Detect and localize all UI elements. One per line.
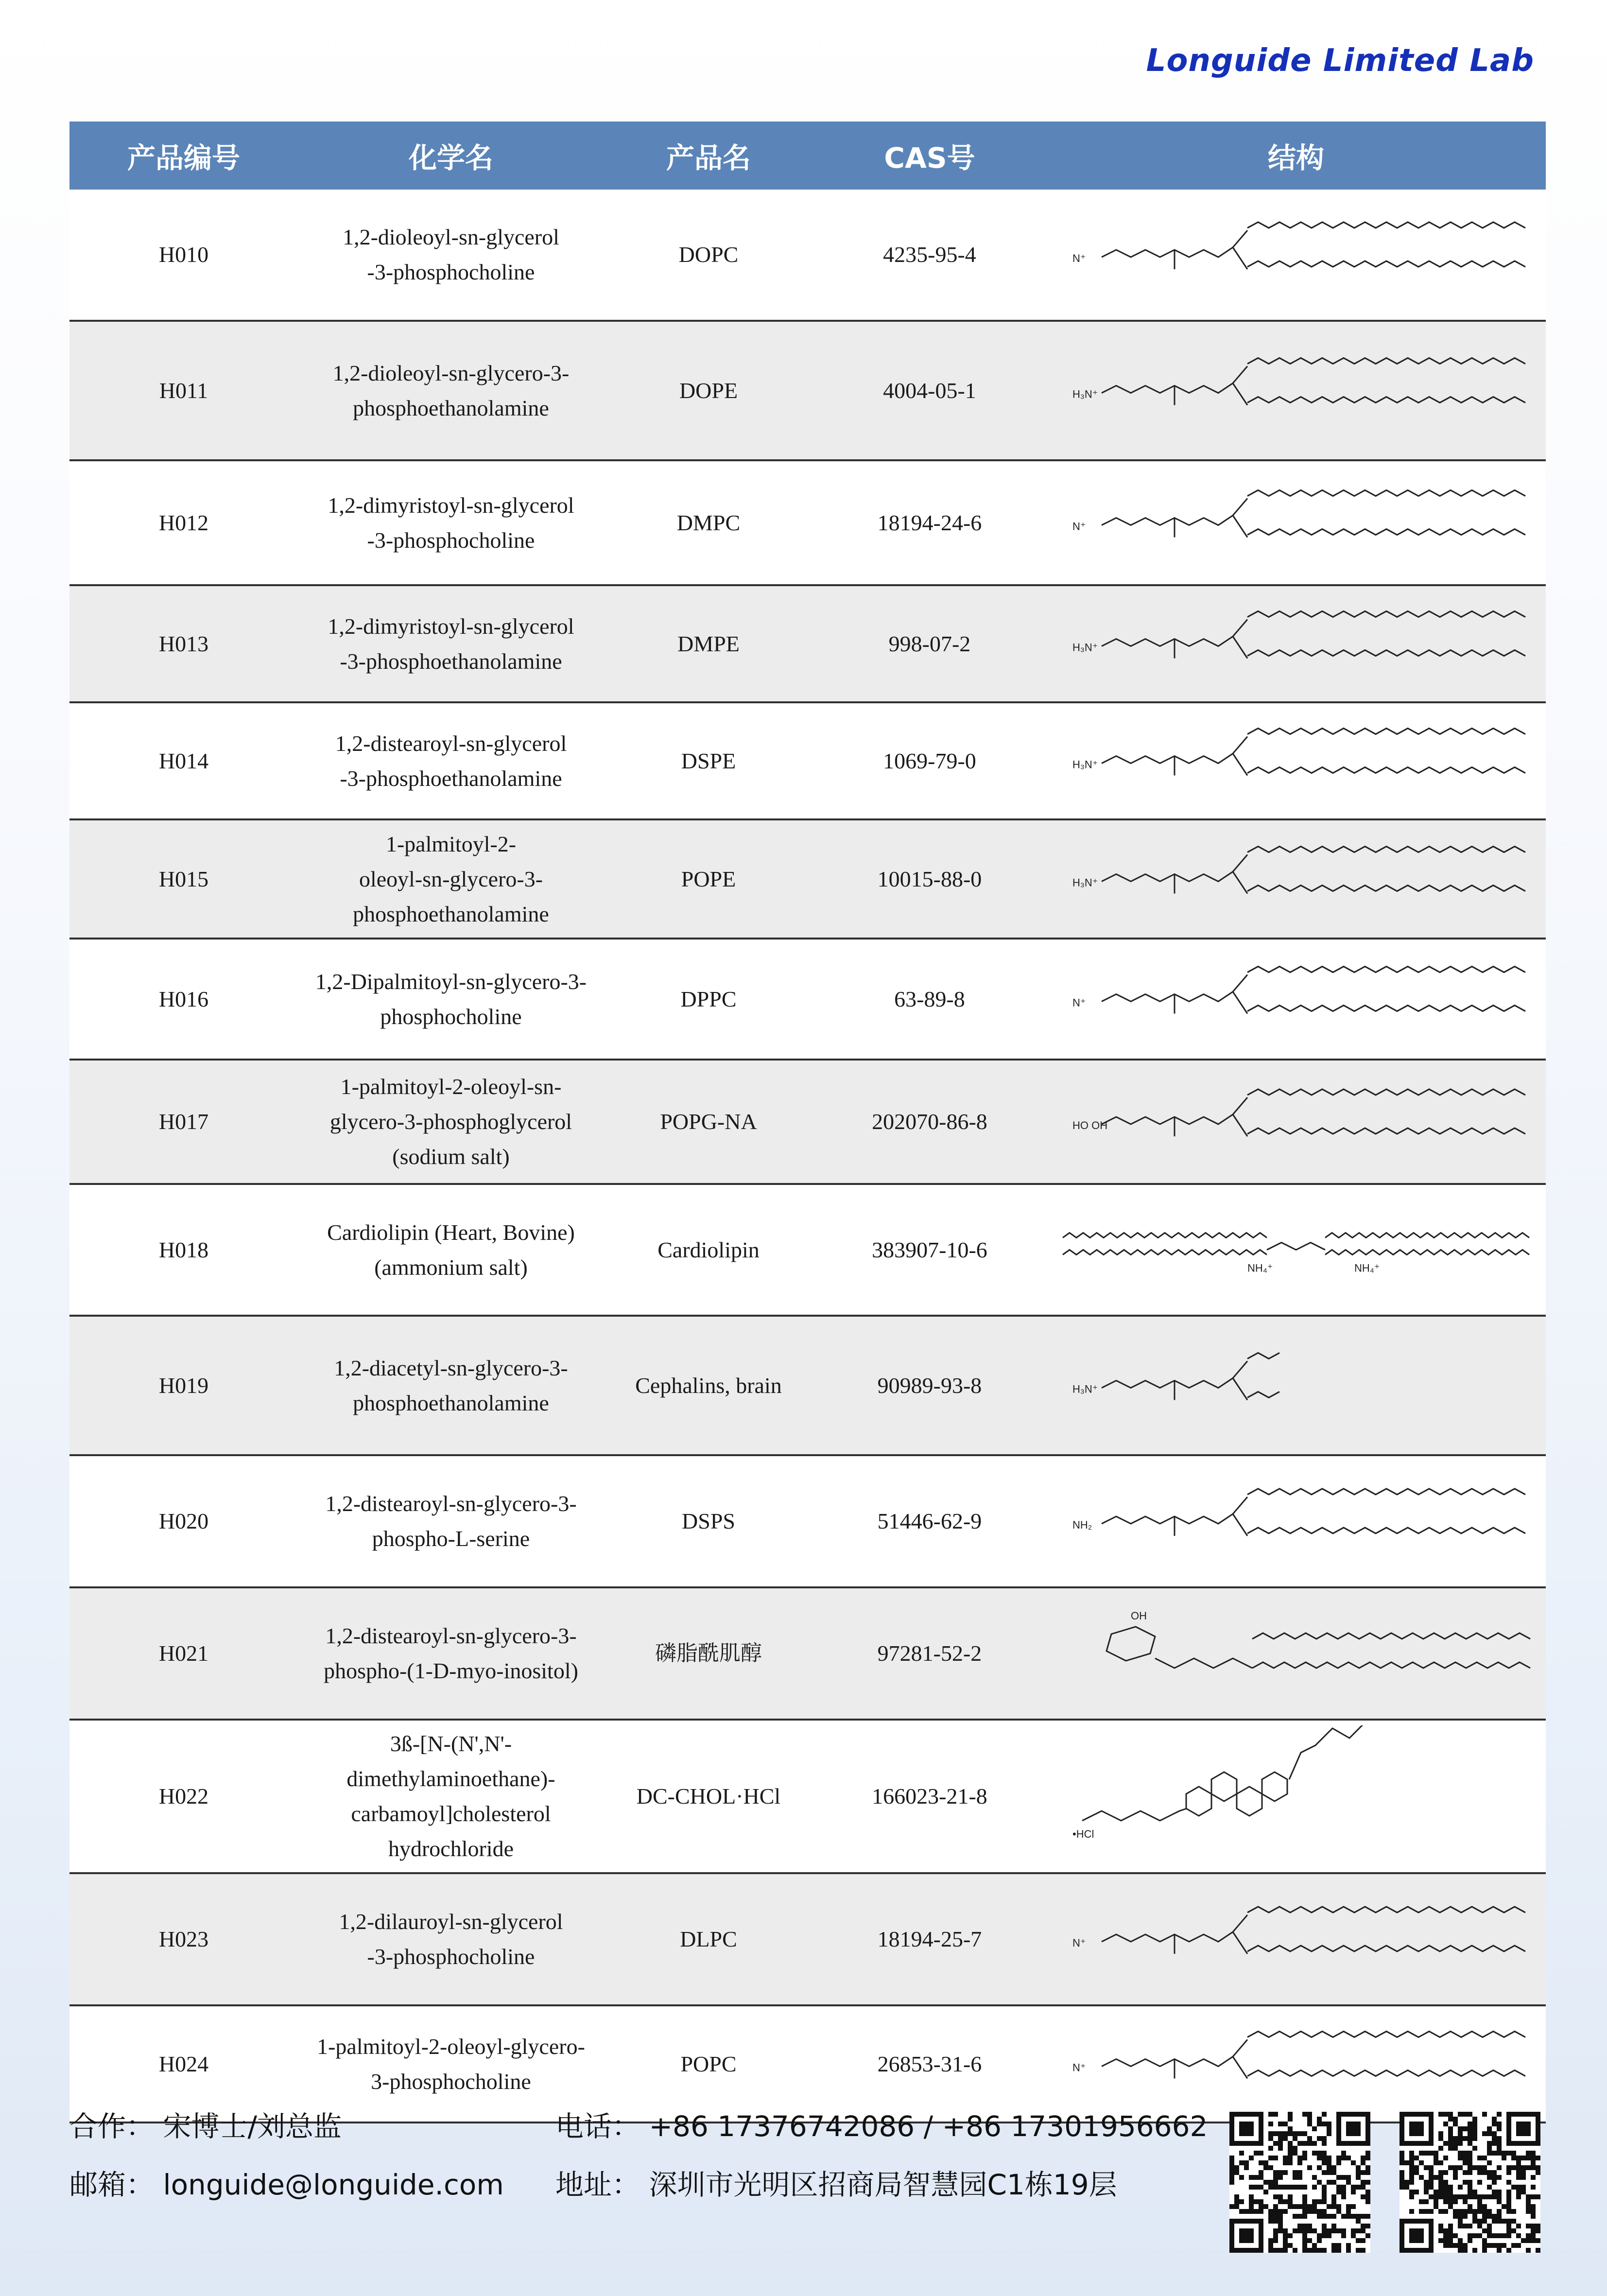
table-row	[69, 1317, 1546, 1456]
svg-text:NH₄⁺: NH₄⁺	[1354, 1262, 1380, 1274]
phone-value: +86 17376742086 / +86 17301956662	[649, 2110, 1208, 2143]
structure-diagram	[1053, 1322, 1539, 1449]
structure-diagram	[1053, 591, 1539, 696]
chemical-name-line: Cardiolipin (Heart, Bovine)	[327, 1219, 575, 1245]
svg-text:H₃N⁺: H₃N⁺	[1072, 1383, 1098, 1395]
chemical-name-line: 1,2-distearoyl-sn-glycerol	[335, 731, 567, 756]
cas-number: 18194-24-6	[877, 510, 982, 535]
chemical-name-line: 1,2-dimyristoyl-sn-glycerol	[328, 492, 574, 518]
chemical-name-line: oleoyl-sn-glycero-3-	[359, 866, 543, 891]
chemical-name-line: hydrochloride	[388, 1836, 514, 1861]
structure-diagram	[1053, 708, 1539, 814]
product-name: DSPS	[682, 1509, 735, 1533]
chemical-name	[298, 703, 604, 818]
structure-cell	[1046, 1874, 1546, 2004]
cas-number: 4004-05-1	[883, 378, 976, 403]
address-label: 地址：	[555, 2168, 640, 2201]
chemical-name-line: carbamoyl]cholesterol	[351, 1801, 551, 1826]
chemical-name-line: phospho-L-serine	[372, 1526, 530, 1551]
chemical-name	[298, 820, 604, 938]
cas-number: 4235-95-4	[883, 242, 976, 267]
chemical-name	[298, 190, 604, 320]
structure-cell	[1046, 322, 1546, 459]
table-row	[69, 1588, 1546, 1721]
chemical-name-line: phospho-(1-D-myo-inositol)	[324, 1658, 578, 1683]
chemical-name	[298, 461, 604, 584]
product-name: DPPC	[680, 986, 737, 1011]
svg-text:H₃N⁺: H₃N⁺	[1072, 641, 1098, 654]
chemical-name-line: 1,2-dimyristoyl-sn-glycerol	[328, 613, 574, 639]
chemical-name-line: 1,2-dioleoyl-sn-glycerol	[343, 225, 559, 249]
table-row	[69, 820, 1546, 939]
cas-number: 10015-88-0	[877, 866, 982, 891]
svg-text:OH: OH	[1131, 1610, 1147, 1622]
chemical-name-line: 1,2-distearoyl-sn-glycero-3-	[325, 1623, 577, 1648]
product-code: H022	[158, 1784, 209, 1809]
chemical-name	[298, 1721, 604, 1872]
table-row	[69, 703, 1546, 820]
structure-diagram	[1053, 1461, 1539, 1582]
svg-text:H₃N⁺: H₃N⁺	[1072, 388, 1098, 400]
chemical-name	[298, 1588, 604, 1719]
structure-diagram	[1053, 1190, 1539, 1310]
product-name: POPE	[681, 866, 736, 891]
svg-text:NH₄⁺: NH₄⁺	[1247, 1262, 1273, 1274]
contact-label: 合作：	[69, 2110, 155, 2143]
chemical-name-line: 1-palmitoyl-2-	[385, 831, 517, 856]
svg-text:N⁺: N⁺	[1072, 996, 1086, 1009]
product-table	[69, 122, 1546, 2123]
product-code: H014	[158, 748, 209, 773]
chemical-name-line: phosphoethanolamine	[353, 1390, 549, 1415]
chemical-name-line: 1-palmitoyl-2-oleoyl-sn-	[340, 1074, 562, 1099]
structure-diagram	[1053, 194, 1539, 315]
structure-diagram	[1053, 944, 1539, 1054]
contact-value: 宋博士/刘总监	[163, 2110, 342, 2143]
chemical-name	[298, 322, 604, 459]
product-code: H017	[158, 1109, 209, 1134]
chemical-name	[298, 1317, 604, 1454]
structure-cell	[1046, 190, 1546, 320]
cas-number: 166023-21-8	[872, 1784, 987, 1809]
table-row	[69, 1456, 1546, 1588]
wechat-qr-code-icon	[1400, 2112, 1540, 2253]
structure-cell	[1046, 1588, 1546, 1719]
chemical-name	[298, 586, 604, 701]
structure-diagram	[1053, 327, 1539, 454]
product-name: POPG-NA	[660, 1109, 757, 1134]
svg-text:N⁺: N⁺	[1072, 2061, 1086, 2074]
product-code: H011	[159, 378, 208, 403]
table-row	[69, 1061, 1546, 1185]
address-value: 深圳市光明区招商局智慧园C1栋19层	[649, 2168, 1117, 2201]
structure-cell	[1046, 939, 1546, 1059]
product-code: H010	[158, 242, 209, 267]
chemical-name-line: -3-phosphoethanolamine	[340, 648, 562, 674]
chemical-name-line: -3-phosphocholine	[367, 1944, 535, 1969]
product-code: H013	[158, 631, 209, 656]
table-row	[69, 461, 1546, 586]
table-body	[69, 190, 1546, 2123]
product-name: Cephalins, brain	[635, 1373, 782, 1398]
structure-diagram	[1053, 466, 1539, 579]
cas-number: 90989-93-8	[877, 1373, 982, 1398]
product-name: POPC	[680, 2051, 737, 2076]
cas-number: 63-89-8	[894, 986, 965, 1011]
product-name: DMPC	[676, 510, 741, 535]
product-name: DOPE	[679, 378, 738, 403]
cas-number: 1069-79-0	[883, 748, 976, 773]
svg-text:HO OH: HO OH	[1072, 1119, 1108, 1131]
chemical-name-line: 1-palmitoyl-2-oleoyl-glycero-	[317, 2034, 585, 2059]
table-row	[69, 322, 1546, 461]
chemical-name-line: 3ß-[N-(N',N'-	[390, 1731, 512, 1756]
product-code: H015	[158, 866, 209, 891]
phone-label: 电话：	[555, 2110, 640, 2143]
chemical-name-line: 1,2-dilauroyl-sn-glycerol	[339, 1909, 563, 1934]
svg-text:NH₂: NH₂	[1072, 1519, 1092, 1531]
chemical-name	[298, 939, 604, 1059]
structure-cell	[1046, 1185, 1546, 1315]
table-row	[69, 1185, 1546, 1317]
svg-text:H₃N⁺: H₃N⁺	[1072, 876, 1098, 889]
svg-text:N⁺: N⁺	[1072, 252, 1086, 264]
structure-cell	[1046, 1061, 1546, 1183]
product-code: H020	[158, 1509, 209, 1533]
product-name: DLPC	[680, 1927, 737, 1951]
chemical-name-line: 3-phosphocholine	[371, 2069, 531, 2094]
chemical-name	[298, 1185, 604, 1315]
table-row	[69, 1874, 1546, 2006]
chemical-name	[298, 1874, 604, 2004]
structure-cell	[1046, 1721, 1546, 1872]
product-code: H016	[158, 986, 209, 1011]
cas-number: 26853-31-6	[877, 2051, 982, 2076]
structure-diagram	[1053, 1725, 1539, 1867]
chemical-name-line: -3-phosphocholine	[367, 260, 535, 284]
cas-number: 97281-52-2	[877, 1641, 982, 1666]
chemical-name-line: 1,2-distearoyl-sn-glycero-3-	[325, 1491, 577, 1516]
structure-cell	[1046, 586, 1546, 701]
chemical-name-line: (ammonium salt)	[374, 1254, 528, 1280]
structure-cell	[1046, 461, 1546, 584]
cas-number: 51446-62-9	[877, 1509, 982, 1533]
header-cas: CAS号	[884, 141, 975, 174]
svg-text:•HCl: •HCl	[1072, 1828, 1094, 1840]
product-code: H023	[158, 1927, 209, 1951]
cas-number: 202070-86-8	[872, 1109, 987, 1134]
structure-diagram	[1053, 1879, 1539, 2000]
header-chem-name: 化学名	[408, 141, 493, 174]
chemical-name	[298, 1456, 604, 1586]
chemical-name-line: phosphoethanolamine	[353, 901, 549, 926]
header-code: 产品编号	[127, 141, 240, 174]
qr-code-icon	[1229, 2112, 1370, 2253]
table-row	[69, 190, 1546, 322]
svg-text:N⁺: N⁺	[1072, 1937, 1086, 1949]
chemical-name-line: -3-phosphocholine	[367, 527, 535, 553]
structure-cell	[1046, 1317, 1546, 1454]
table-row	[69, 586, 1546, 703]
header-structure: 结构	[1267, 141, 1324, 174]
product-name: 磷脂酰肌醇	[655, 1641, 762, 1666]
chemical-name-line: glycero-3-phosphoglycerol	[329, 1109, 572, 1134]
table-row	[69, 1721, 1546, 1874]
product-name: DSPE	[681, 748, 736, 773]
product-name: Cardiolipin	[657, 1237, 760, 1262]
chemical-name-line: phosphoethanolamine	[353, 395, 549, 420]
brand-logo-text: Longuide Limited Lab	[1146, 43, 1534, 79]
cas-number: 18194-25-7	[877, 1927, 982, 1951]
chemical-name-line: phosphocholine	[380, 1004, 522, 1029]
structure-diagram	[1053, 1065, 1539, 1178]
svg-text:H₃N⁺: H₃N⁺	[1072, 758, 1098, 771]
product-name: DMPE	[677, 631, 740, 656]
chemical-name	[298, 1061, 604, 1183]
structure-diagram	[1053, 825, 1539, 933]
table-header	[69, 122, 1546, 190]
chemical-name-line: (sodium salt)	[392, 1144, 510, 1169]
product-code: H021	[158, 1641, 209, 1666]
product-code: H018	[158, 1237, 209, 1262]
product-code: H012	[158, 510, 209, 535]
cas-number: 998-07-2	[888, 631, 971, 656]
chemical-name-line: 1,2-dioleoyl-sn-glycero-3-	[332, 360, 570, 385]
chemical-name-line: 1,2-diacetyl-sn-glycero-3-	[334, 1355, 568, 1380]
cas-number: 383907-10-6	[872, 1237, 987, 1262]
table-row	[69, 939, 1546, 1061]
svg-text:N⁺: N⁺	[1072, 520, 1086, 533]
email-value: longuide@longuide.com	[163, 2168, 504, 2201]
email-label: 邮箱：	[69, 2168, 155, 2201]
product-name: DC-CHOL·HCl	[636, 1784, 781, 1809]
chemical-name-line: 1,2-Dipalmitoyl-sn-glycero-3-	[315, 969, 587, 994]
product-code: H019	[158, 1373, 209, 1398]
structure-cell	[1046, 820, 1546, 938]
structure-cell	[1046, 1456, 1546, 1586]
chemical-name-line: dimethylaminoethane)-	[346, 1766, 555, 1791]
chemical-name-line: -3-phosphoethanolamine	[340, 765, 562, 791]
structure-cell	[1046, 703, 1546, 818]
structure-diagram	[1053, 1593, 1539, 1714]
product-name: DOPC	[678, 242, 739, 267]
header-product-name: 产品名	[666, 141, 751, 174]
footer	[69, 2095, 1236, 2211]
product-code: H024	[158, 2051, 209, 2076]
